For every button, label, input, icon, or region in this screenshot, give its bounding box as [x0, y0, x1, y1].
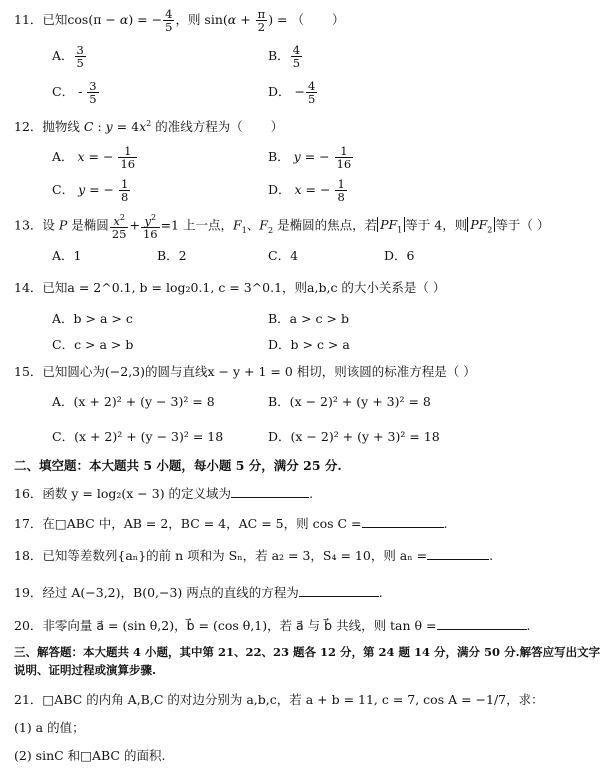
q12-option-b[interactable]: B． y = − $\frac{1}{16}$	[268, 144, 352, 171]
q15-option-a[interactable]: A．(x + 2)² + (y − 3)² = 8	[52, 394, 215, 409]
q14-option-b[interactable]: B．a > c > b	[268, 311, 349, 326]
q11-option-b[interactable]: B． $\frac{4}{5}$	[268, 43, 301, 70]
q15-option-d[interactable]: D．(x − 2)² + (y + 3)² = 18	[268, 429, 440, 444]
q12-stem: 12．抛物线 C : $y = 4x^2$ 的准线方程为（ ）	[14, 119, 284, 135]
q16-stem: 16．函数 y = log₂(x − 3) 的定义域为 .	[14, 486, 314, 501]
q20-answer-blank[interactable]	[437, 617, 527, 630]
q13-option-d[interactable]: D．6	[384, 248, 415, 263]
q16-answer-blank[interactable]	[231, 485, 309, 498]
q18-answer-blank[interactable]	[427, 547, 489, 560]
section-3-heading-line2: 说明、证明过程或演算步骤.	[14, 663, 157, 677]
q12-option-c[interactable]: C． y = − $\frac{1}{8}$	[52, 177, 129, 204]
q11-option-d[interactable]: D． − $\frac{4}{5}$	[268, 79, 316, 106]
q11-option-a[interactable]: A． $\frac{3}{5}$	[52, 43, 84, 70]
section-2-heading: 二、填空题：本大题共 5 小题，每小题 5 分，满分 25 分.	[14, 458, 342, 473]
q15-option-b[interactable]: B．(x − 2)² + (y + 3)² = 8	[268, 394, 431, 409]
q13-stem: 13．设 P 是椭圆 $\frac{x^2}{25}$ + $\frac{y^2}{16}$ =1 上一点，$F_1$、$F_2$ 是椭圆的焦点，若 $PF_1$ 等于 4，则 $PF_2$ 等于（ ）	[14, 213, 550, 241]
q13-option-b[interactable]: B．2	[157, 248, 187, 263]
q19-stem: 19．经过 A(−3,2)，B(0,−3) 两点的直线的方程为 .	[14, 585, 383, 600]
q21-stem: 21．□ABC 的内角 A,B,C 的对边分别为 a,b,c，若 a + b = 11, c = 7, cos A = −1/7，求：	[14, 692, 544, 707]
q14-stem: 14．已知a = 2^0.1, b = log₂0.1, c = 3^0.1，则a,b,c 的大小关系是（ ）	[14, 280, 446, 295]
q21-part-1: (1) a 的值；	[14, 720, 85, 735]
q11-stem: 11．已知cos(π − α) = − $\frac{4}{5}$ ，则 sin(α + $\frac{\pi}{2}$ ) = （ ）	[14, 7, 345, 34]
q20-stem: 20．非零向量 a⃗ = (sin θ,2)，b⃗ = (cos θ,1)，若 a⃗ 与 b⃗ 共线，则 tan θ = .	[14, 618, 531, 633]
q13-option-c[interactable]: C．4	[268, 248, 299, 263]
q17-answer-blank[interactable]	[362, 515, 444, 528]
q21-part-2: (2) sinC 和□ABC 的面积.	[14, 748, 166, 763]
q18-stem: 18．已知等差数列{aₙ}的前 n 项和为 Sₙ，若 a₂ = 3，S₄ = 10，则 aₙ = .	[14, 548, 494, 563]
q14-option-c[interactable]: C．c > a > b	[52, 337, 134, 352]
q17-stem: 17．在□ABC 中，AB = 2，BC = 4，AC = 5，则 cos C = .	[14, 516, 448, 531]
q12-option-d[interactable]: D． x = − $\frac{1}{8}$	[268, 177, 345, 204]
q14-option-d[interactable]: D．b > c > a	[268, 337, 350, 352]
section-3-heading-line1: 三、解答题：本大题共 4 小题，其中第 21、22、23 题各 12 分，第 24 题 14 分，满分 50 分.解答应写出文字	[14, 645, 601, 659]
q15-option-c[interactable]: C．(x + 2)² + (y − 3)² = 18	[52, 429, 224, 444]
q11-option-c[interactable]: C． - $\frac{3}{5}$	[52, 79, 97, 106]
q15-stem: 15．已知圆心为(−2,3)的圆与直线x − y + 1 = 0 相切，则该圆的标准方程是（ ）	[14, 364, 476, 379]
q14-option-a[interactable]: A．b > a > c	[52, 311, 133, 326]
q19-answer-blank[interactable]	[299, 584, 379, 597]
q13-option-a[interactable]: A．1	[52, 248, 82, 263]
q12-option-a[interactable]: A． x = − $\frac{1}{16}$	[52, 144, 136, 171]
